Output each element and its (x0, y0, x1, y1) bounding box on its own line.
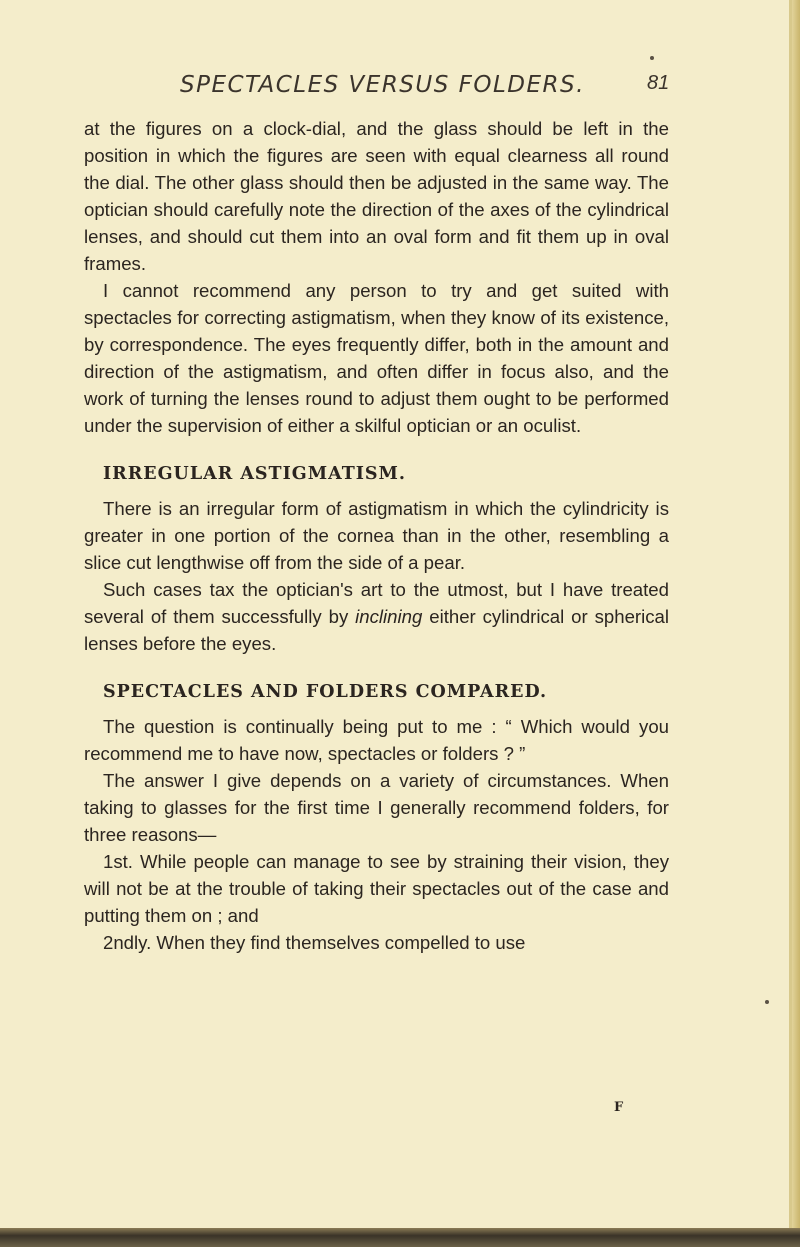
heading-spectacles-folders-compared: SPECTACLES AND FOLDERS COMPARED. (103, 682, 548, 702)
paragraph-first-reason: 1st. While people can manage to see by straining their vision, they will not be at the trouble of taking their spectacles out of the case and putting them on ; and (84, 851, 669, 926)
page-edge-right (792, 0, 800, 1247)
paragraph-answer: The answer I give depends on a variety of circumstances. When taking to glasses for the first time I generally recommend folders, for three reasons— (84, 770, 669, 845)
paragraph-continued: at the figures on a clock-dial, and the glass should be left in the position in which the figures are seen with equal clearness all round the dial. The other glass should then be adjusted in the same way. The optician should carefully note the direction of the axes of the cylindrical lenses, and should cut them into an oval form and fit them up in oval frames. (84, 118, 669, 274)
paragraph-second-reason: 2ndly. When they find themselves compelled to use (103, 932, 526, 953)
such-cases-text-a: Such cases tax the optician's art to the utmost, but I have treated several of them successfully by (84, 579, 669, 627)
paragraph-irregular-form: There is an irregular form of astigmatism in which the cylindricity is greater in one portion of the cornea than in the other, resembling a slice cut lengthwise off from the side of a pear. (84, 498, 669, 573)
running-head-title: SPECTACLES VERSUS FOLDERS. (180, 72, 585, 98)
body-text (84, 115, 669, 956)
heading-irregular-astigmatism: IRREGULAR ASTIGMATISM. (103, 464, 407, 484)
such-cases-text-b: either cylindrical or spherical lenses before the eyes. (84, 606, 670, 654)
ink-speck (765, 1000, 769, 1004)
signature-mark: F (614, 1100, 624, 1115)
paragraph-such-cases (84, 576, 669, 657)
ink-speck (650, 56, 654, 60)
paragraph-correspondence: I cannot recommend any person to try and get suited with spectacles for correcting astigmatism, when they know of its existence, by correspondence. The eyes frequently differ, both in the amount and direction of the astigmatism, and often differ in focus also, and the work of turning the lenses round to adjust them ought to be performed under the supervision of either a skilful optician or an oculist. (84, 280, 669, 436)
inclining-italic: inclining (355, 606, 423, 627)
paragraph-question: The question is continually being put to me : “ Which would you recommend me to have now, spectacles or folders ? ” (84, 716, 669, 764)
page-number: 81 (647, 72, 670, 94)
running-head (0, 72, 792, 102)
page-edge-bottom (0, 1228, 800, 1247)
